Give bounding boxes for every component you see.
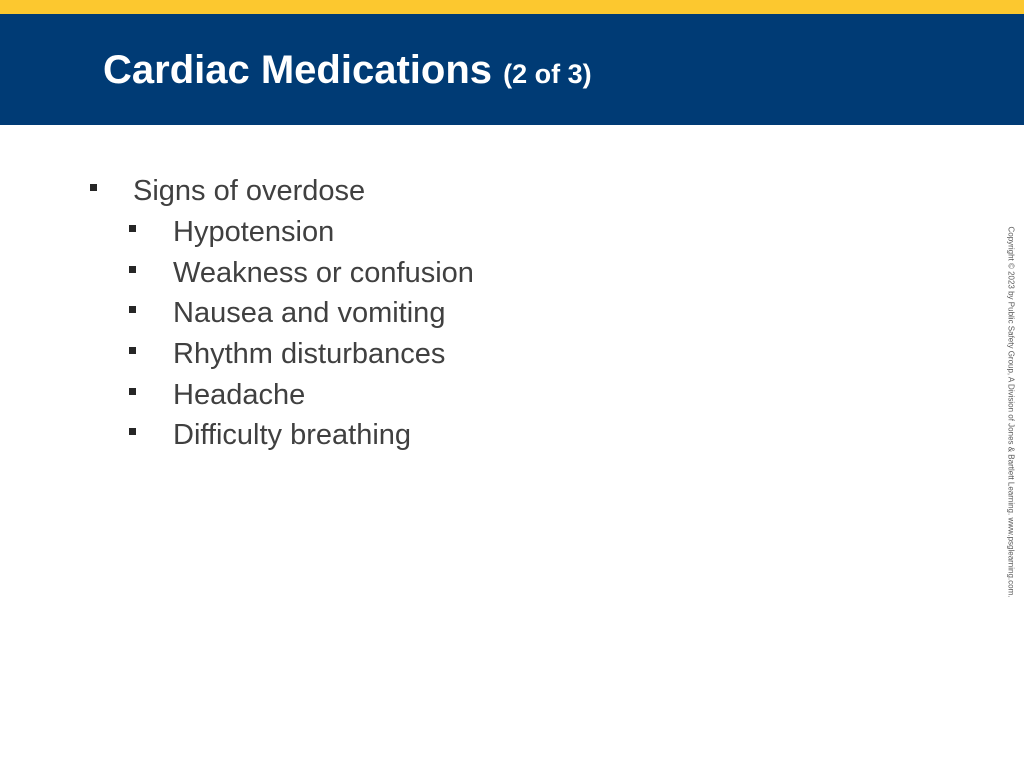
title-text: Cardiac Medications bbox=[103, 48, 493, 92]
sub-bullet-item: Nausea and vomiting bbox=[173, 297, 446, 329]
bullet-marker bbox=[90, 184, 97, 191]
sub-bullet-marker bbox=[129, 306, 136, 313]
sub-bullet-item: Weakness or confusion bbox=[173, 257, 474, 289]
sub-bullet-marker bbox=[129, 388, 136, 395]
sub-bullet-item: Headache bbox=[173, 379, 306, 411]
sub-bullet-item: Difficulty breathing bbox=[173, 419, 412, 451]
sub-bullet-marker bbox=[129, 266, 136, 273]
sub-bullet-item: Hypotension bbox=[173, 216, 335, 248]
accent-stripe bbox=[0, 0, 1024, 14]
sub-bullet-marker bbox=[129, 225, 136, 232]
slide-title bbox=[103, 46, 592, 98]
title-page-count: (2 of 3) bbox=[503, 59, 592, 89]
sub-bullet-marker bbox=[129, 347, 136, 354]
sub-bullet-item: Rhythm disturbances bbox=[173, 338, 446, 370]
copyright-notice: Copyright © 2023 by Public Safety Group, A Division of Jones & Bartlett Learning. www.psglearning.com. bbox=[1006, 226, 1016, 598]
sub-bullet-marker bbox=[129, 428, 136, 435]
bullet-item-signs-of-overdose: Signs of overdose bbox=[133, 175, 366, 207]
